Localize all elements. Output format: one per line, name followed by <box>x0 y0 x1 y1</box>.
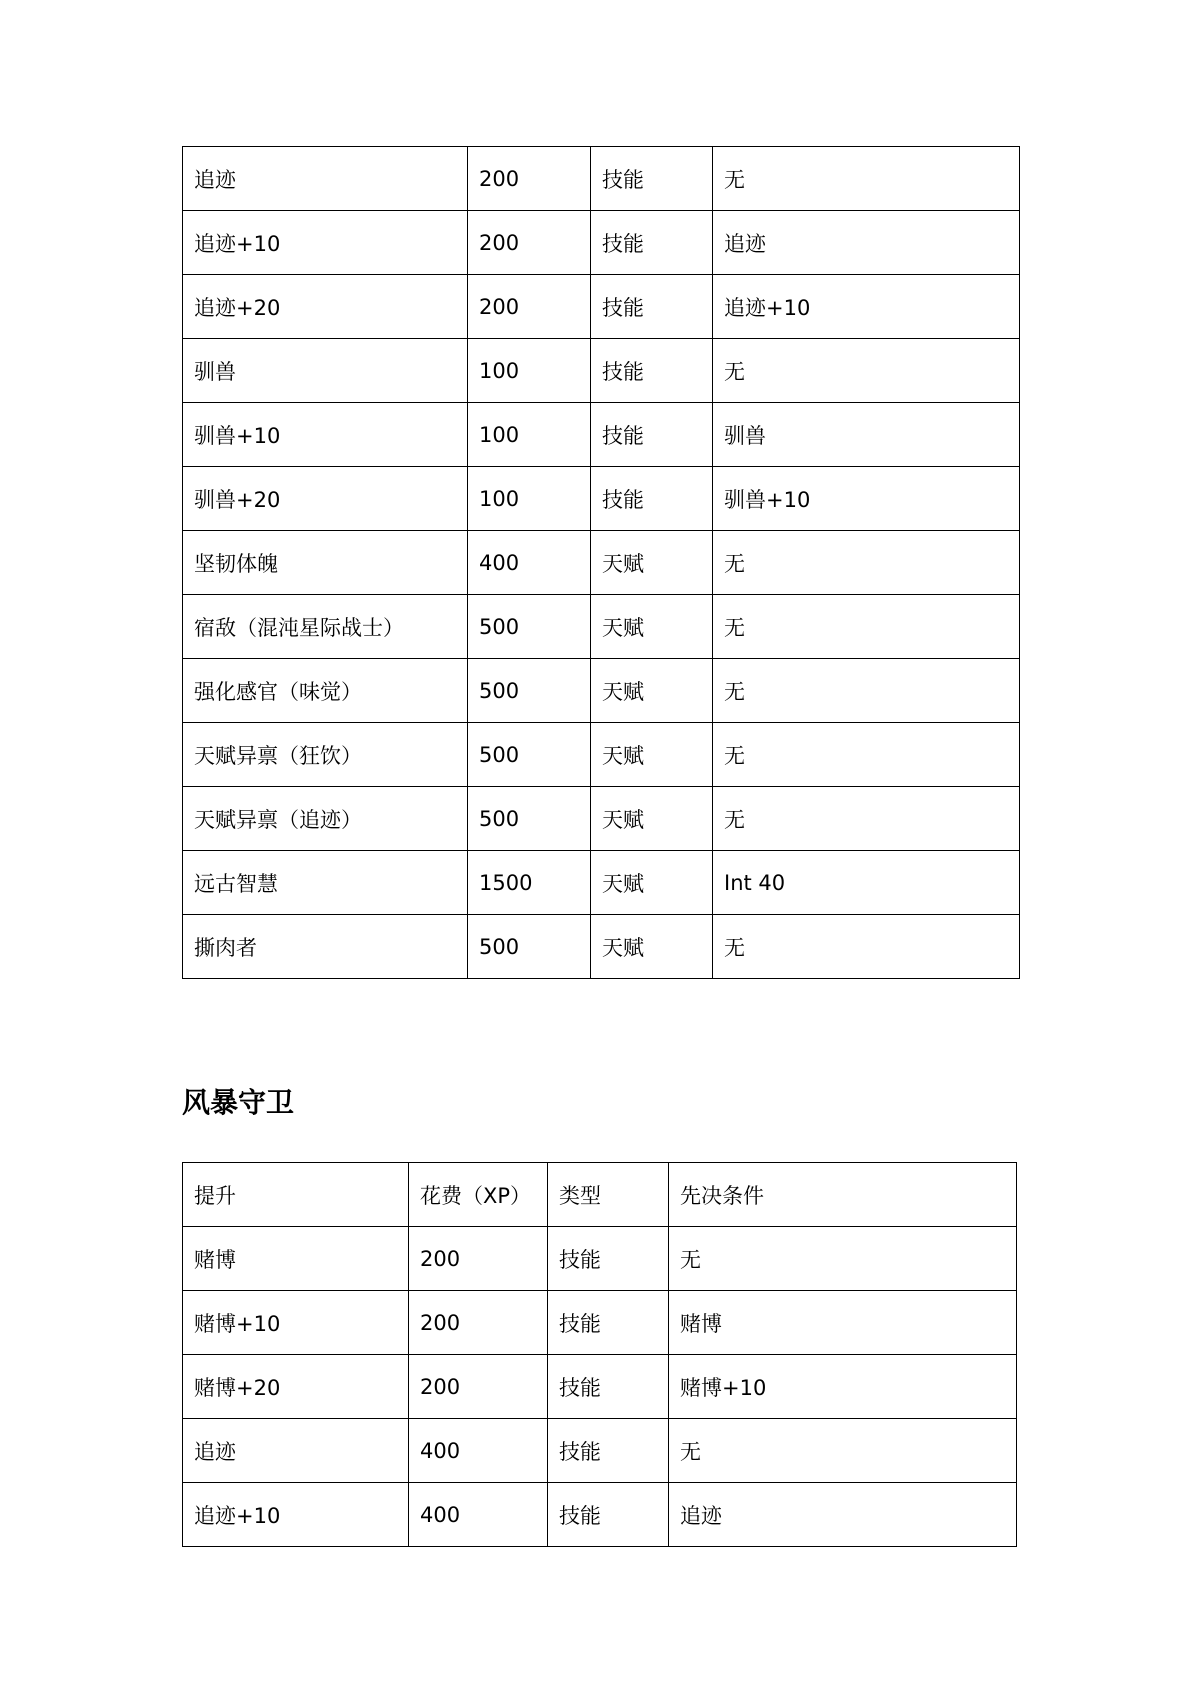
type-cell: 天赋 <box>591 787 713 851</box>
type-cell: 天赋 <box>591 531 713 595</box>
cost-cell: 200 <box>468 275 591 339</box>
table-row <box>183 915 1020 979</box>
table-row <box>183 1419 1017 1483</box>
cost-cell: 500 <box>468 659 591 723</box>
storm-wardens-table-header <box>183 1163 1017 1227</box>
prerequisite-cell: 无 <box>713 787 1020 851</box>
header-type-cell: 类型 <box>548 1163 669 1227</box>
advance-cell: 追迹+20 <box>183 275 468 339</box>
advance-cell: 赌博 <box>183 1227 409 1291</box>
table-row <box>183 723 1020 787</box>
advance-cell: 宿敌（混沌星际战士） <box>183 595 468 659</box>
table-row <box>183 403 1020 467</box>
type-cell: 技能 <box>548 1227 669 1291</box>
table-header-row <box>183 1163 1017 1227</box>
table-row <box>183 659 1020 723</box>
advance-cell: 赌博+20 <box>183 1355 409 1419</box>
type-cell: 天赋 <box>591 595 713 659</box>
prerequisite-cell: 无 <box>713 915 1020 979</box>
header-advance-cell: 提升 <box>183 1163 409 1227</box>
cost-cell: 400 <box>409 1419 548 1483</box>
type-cell: 技能 <box>591 147 713 211</box>
cost-cell: 400 <box>409 1483 548 1547</box>
advance-cell: 赌博+10 <box>183 1291 409 1355</box>
type-cell: 技能 <box>548 1483 669 1547</box>
advances-table <box>182 146 1020 979</box>
advance-cell: 追迹 <box>183 147 468 211</box>
header-prerequisite-cell: 先决条件 <box>669 1163 1017 1227</box>
table-row <box>183 531 1020 595</box>
cost-cell: 500 <box>468 915 591 979</box>
cost-cell: 200 <box>409 1355 548 1419</box>
prerequisite-cell: 驯兽+10 <box>713 467 1020 531</box>
prerequisite-cell: 无 <box>713 531 1020 595</box>
cost-cell: 100 <box>468 403 591 467</box>
advances-table-body <box>183 147 1020 979</box>
table-row <box>183 147 1020 211</box>
header-cost-cell: 花费（XP） <box>409 1163 548 1227</box>
type-cell: 技能 <box>591 275 713 339</box>
table-row <box>183 851 1020 915</box>
cost-cell: 200 <box>409 1291 548 1355</box>
cost-cell: 200 <box>409 1227 548 1291</box>
type-cell: 天赋 <box>591 915 713 979</box>
type-cell: 技能 <box>548 1419 669 1483</box>
type-cell: 天赋 <box>591 851 713 915</box>
advance-cell: 追迹 <box>183 1419 409 1483</box>
cost-cell: 400 <box>468 531 591 595</box>
table-row <box>183 1227 1017 1291</box>
storm-wardens-table-body <box>183 1227 1017 1547</box>
type-cell: 技能 <box>591 467 713 531</box>
type-cell: 技能 <box>548 1355 669 1419</box>
cost-cell: 100 <box>468 467 591 531</box>
prerequisite-cell: 无 <box>669 1227 1017 1291</box>
table-row <box>183 1355 1017 1419</box>
type-cell: 技能 <box>591 339 713 403</box>
advance-cell: 驯兽+10 <box>183 403 468 467</box>
table-row <box>183 467 1020 531</box>
prerequisite-cell: 无 <box>713 723 1020 787</box>
prerequisite-cell: 赌博+10 <box>669 1355 1017 1419</box>
prerequisite-cell: 无 <box>713 659 1020 723</box>
advance-cell: 驯兽 <box>183 339 468 403</box>
prerequisite-cell: 驯兽 <box>713 403 1020 467</box>
type-cell: 技能 <box>591 211 713 275</box>
prerequisite-cell: 追迹+10 <box>713 275 1020 339</box>
advance-cell: 远古智慧 <box>183 851 468 915</box>
prerequisite-cell: Int 40 <box>713 851 1020 915</box>
cost-cell: 1500 <box>468 851 591 915</box>
section-heading-storm-wardens: 风暴守卫 <box>182 1086 295 1119</box>
advance-cell: 撕肉者 <box>183 915 468 979</box>
prerequisite-cell: 无 <box>713 595 1020 659</box>
advance-cell: 驯兽+20 <box>183 467 468 531</box>
type-cell: 天赋 <box>591 723 713 787</box>
type-cell: 天赋 <box>591 659 713 723</box>
advance-cell: 天赋异禀（追迹） <box>183 787 468 851</box>
table-row <box>183 1291 1017 1355</box>
advance-cell: 追迹+10 <box>183 211 468 275</box>
advance-cell: 追迹+10 <box>183 1483 409 1547</box>
advance-cell: 强化感官（味觉） <box>183 659 468 723</box>
prerequisite-cell: 追迹 <box>669 1483 1017 1547</box>
cost-cell: 200 <box>468 147 591 211</box>
prerequisite-cell: 赌博 <box>669 1291 1017 1355</box>
cost-cell: 100 <box>468 339 591 403</box>
prerequisite-cell: 无 <box>669 1419 1017 1483</box>
table-row <box>183 339 1020 403</box>
advance-cell: 天赋异禀（狂饮） <box>183 723 468 787</box>
type-cell: 技能 <box>548 1291 669 1355</box>
type-cell: 技能 <box>591 403 713 467</box>
table-row <box>183 595 1020 659</box>
cost-cell: 200 <box>468 211 591 275</box>
table-row <box>183 1483 1017 1547</box>
advance-cell: 坚韧体魄 <box>183 531 468 595</box>
prerequisite-cell: 无 <box>713 147 1020 211</box>
cost-cell: 500 <box>468 787 591 851</box>
table-row <box>183 787 1020 851</box>
cost-cell: 500 <box>468 595 591 659</box>
table-row <box>183 211 1020 275</box>
cost-cell: 500 <box>468 723 591 787</box>
prerequisite-cell: 追迹 <box>713 211 1020 275</box>
prerequisite-cell: 无 <box>713 339 1020 403</box>
storm-wardens-advances-table <box>182 1162 1017 1547</box>
table-row <box>183 275 1020 339</box>
